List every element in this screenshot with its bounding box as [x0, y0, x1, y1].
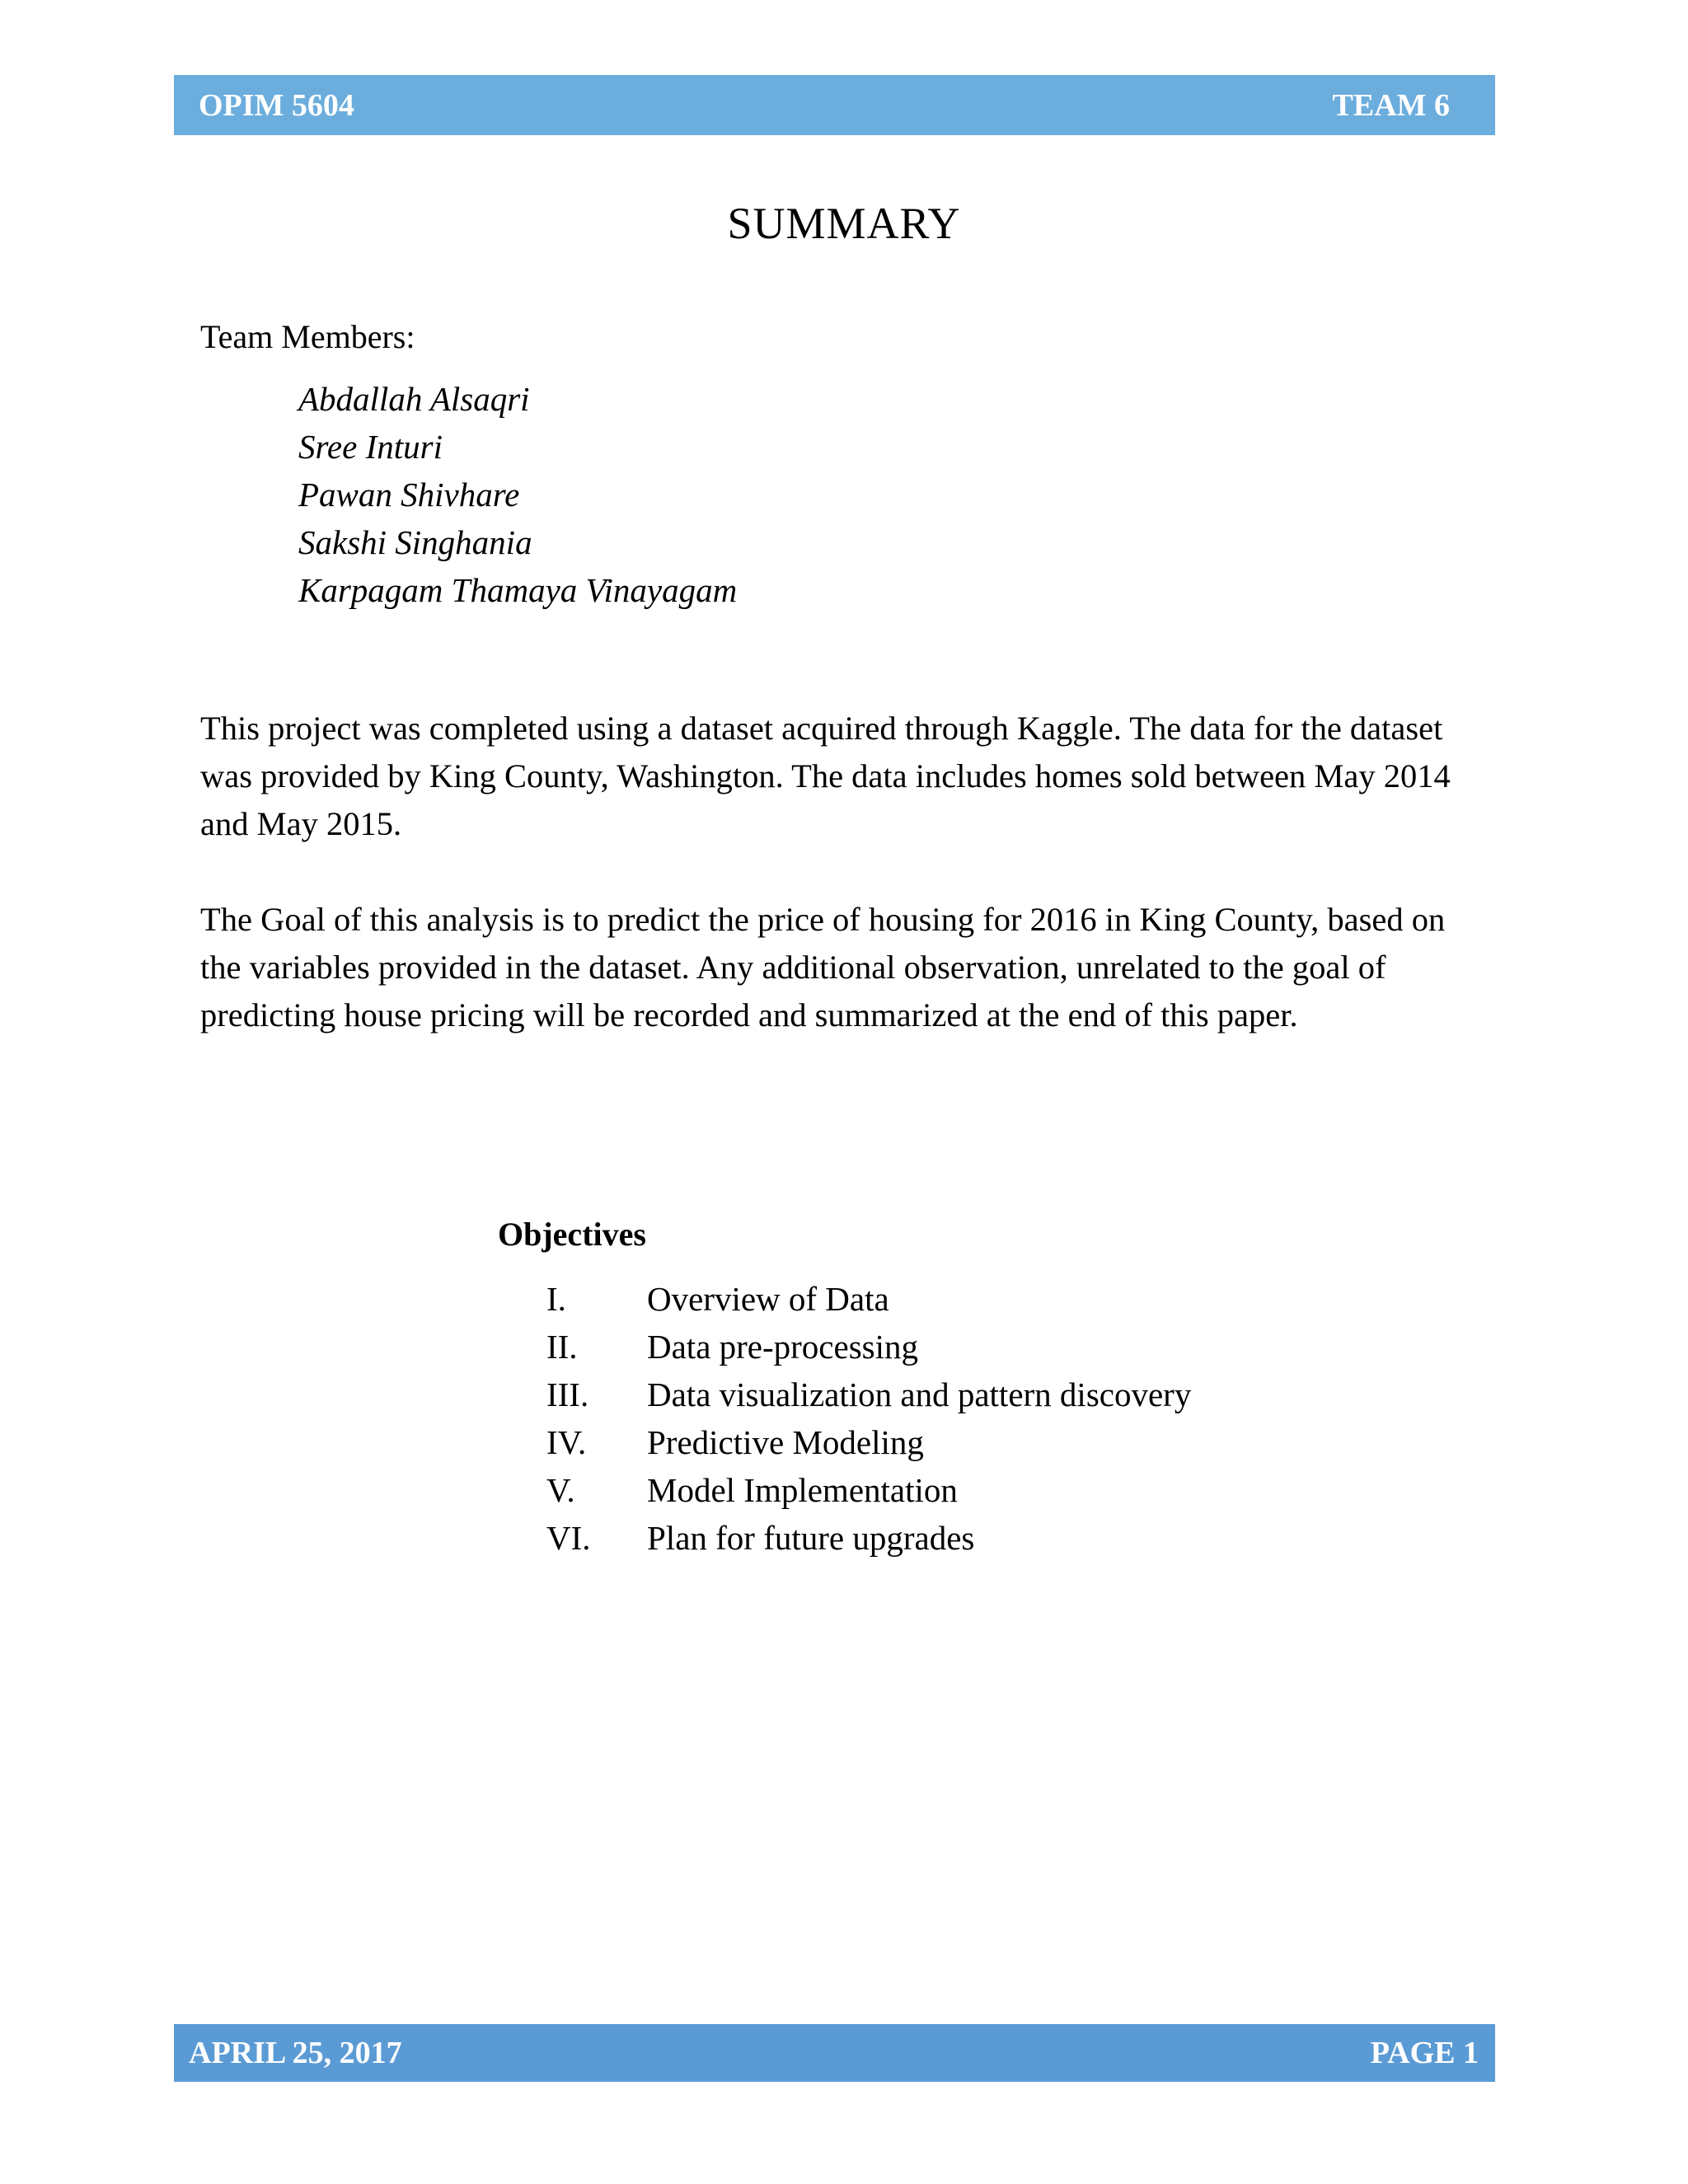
objective-number: III.: [546, 1376, 589, 1413]
objective-number: VI.: [546, 1519, 591, 1557]
objective-text: Data pre-processing: [647, 1328, 919, 1366]
objective-text: Overview of Data: [647, 1280, 889, 1318]
objective-text: Plan for future upgrades: [647, 1519, 975, 1557]
objective-text: Data visualization and pattern discovery: [647, 1376, 1192, 1413]
objective-item: [546, 1418, 1191, 1466]
objective-number: IV.: [546, 1423, 587, 1461]
team-member: Karpagam Thamaya Vinayagam: [298, 571, 738, 609]
objective-text: Predictive Modeling: [647, 1423, 924, 1461]
objectives-heading: Objectives: [498, 1216, 646, 1253]
team-number: TEAM 6: [1332, 87, 1450, 123]
page-footer: [174, 2024, 1495, 2082]
page-number: PAGE 1: [1370, 2036, 1479, 2070]
objective-item: [546, 1371, 1191, 1418]
objective-number: II.: [546, 1328, 578, 1366]
objective-number: I.: [546, 1280, 566, 1318]
objective-number: V.: [546, 1471, 575, 1509]
objective-item: [546, 1323, 1191, 1371]
team-members-label: Team Members:: [200, 318, 415, 355]
course-code: OPIM 5604: [199, 87, 354, 123]
page-title: SUMMARY: [727, 199, 961, 248]
team-member: Sree Inturi: [298, 428, 443, 466]
objective-text: Model Implementation: [647, 1471, 958, 1509]
footer-date: APRIL 25, 2017: [189, 2036, 402, 2070]
objective-item: [546, 1275, 1191, 1323]
team-members-list: [298, 375, 737, 614]
objective-item: [546, 1514, 1191, 1562]
objectives-list: [546, 1275, 1191, 1562]
goal-paragraph: The Goal of this analysis is to predict the price of housing for 2016 in King County, based on the variables provided in the dataset. Any additional observation, unrelated to the goal of predicting house pricing will be recorded and summarized at the end of this paper.: [200, 901, 1446, 1033]
intro-paragraph: This project was completed using a dataset acquired through Kaggle. The data for the dataset was provided by King County, Washington. The data includes homes sold between May 2014 and May 2015.: [200, 710, 1451, 842]
team-member: Pawan Shivhare: [298, 476, 520, 513]
objective-item: [546, 1466, 1191, 1514]
team-member: Sakshi Singhania: [298, 523, 532, 561]
team-member: Abdallah Alsaqri: [298, 380, 530, 418]
page-header: [174, 75, 1495, 135]
